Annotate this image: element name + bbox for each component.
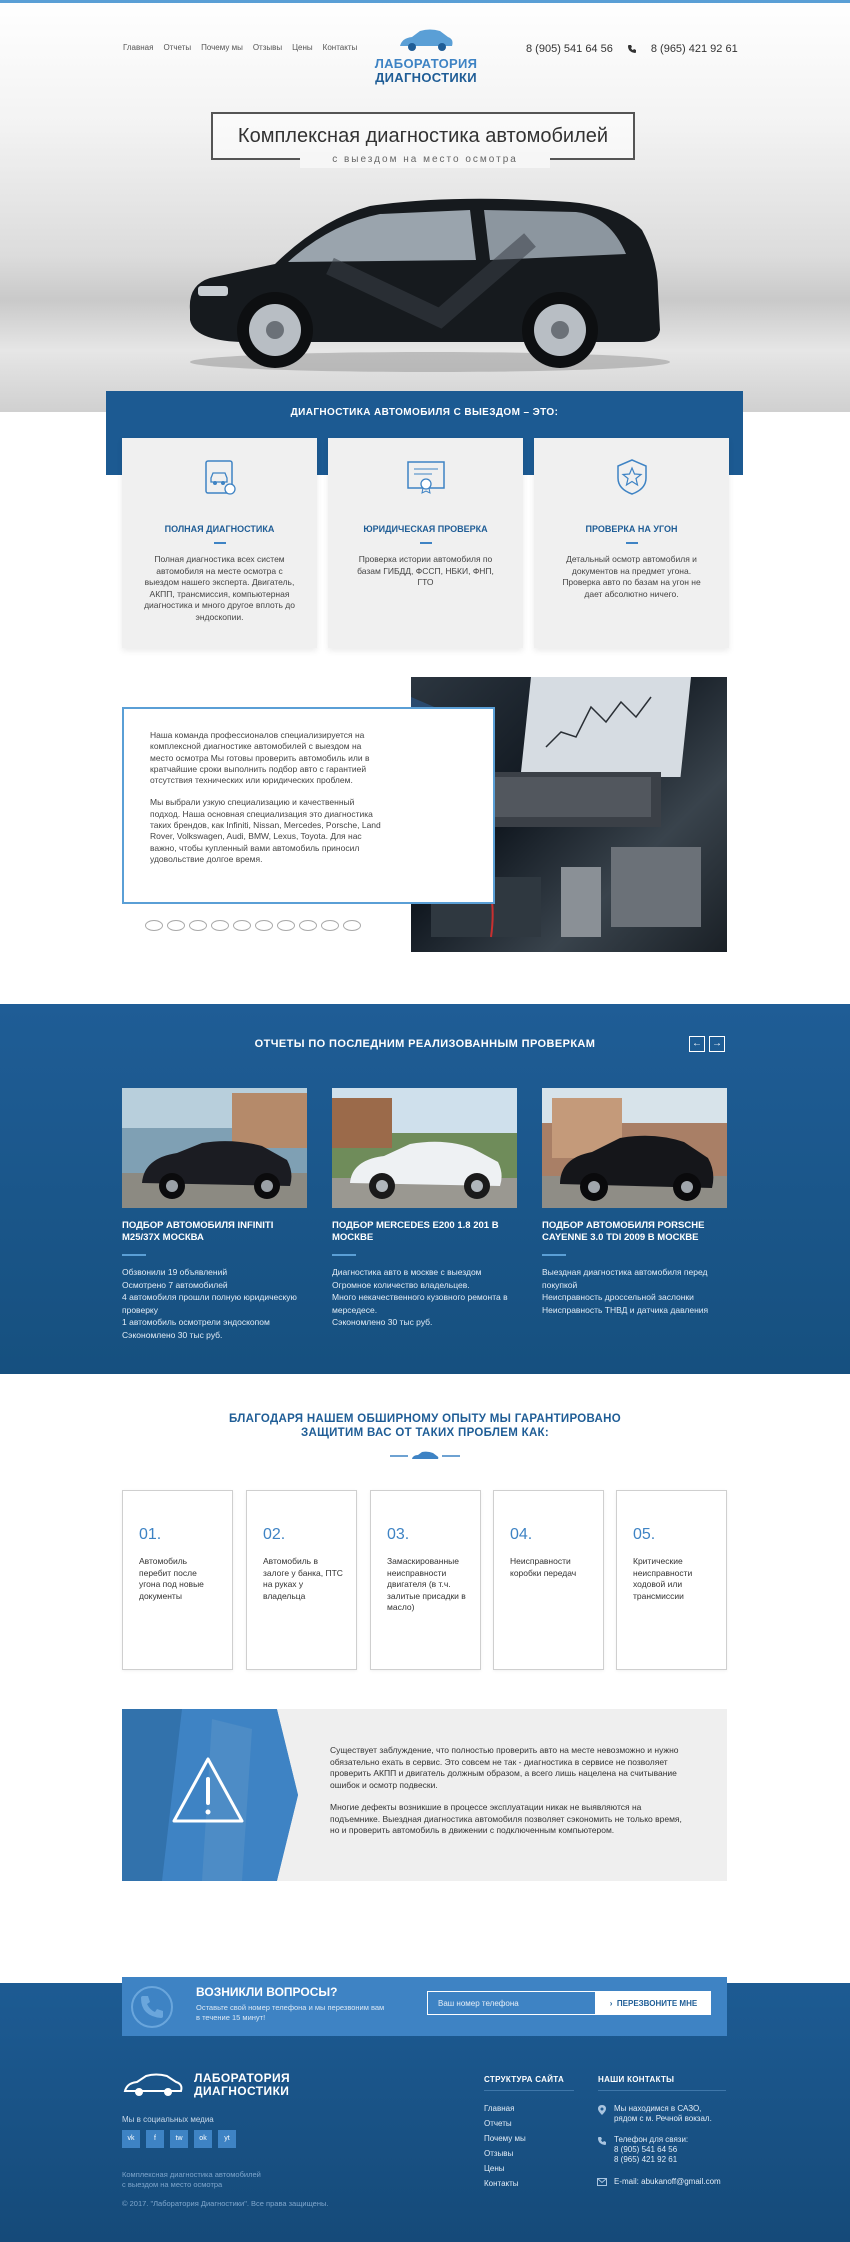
warning-paragraph-2: Многие дефекты возникшие в процессе эксплуатации никак не выявляются на подъемнике. Выездная диагностика автомобиля позволяет сэкономить не только время, но и проверить автомобиль в движении с подключенным компьютером. bbox=[330, 1802, 682, 1835]
problem-card bbox=[370, 1490, 481, 1670]
lexus-logo-icon bbox=[321, 920, 339, 931]
footer-description bbox=[122, 2170, 261, 2190]
report-photo-porsche[interactable] bbox=[542, 1088, 727, 1208]
logo-line1: ЛАБОРАТОРИЯ bbox=[374, 56, 478, 71]
problem-text: Замаскированные неисправности двигателя (в т.ч. залитые присадки в масло) bbox=[387, 1556, 466, 1612]
nav-item-reviews[interactable]: Отзывы bbox=[252, 43, 283, 52]
report-card[interactable] bbox=[332, 1088, 517, 1329]
feature-text: Проверка истории автомобиля по базам ГИБДД, ФССП, НБКИ, ФНП, ГТО bbox=[357, 554, 494, 587]
copyright: © 2017. "Лаборатория Диагностики". Все права защищены. bbox=[122, 2199, 329, 2208]
report-divider bbox=[542, 1254, 566, 1256]
location-pin-icon bbox=[598, 2105, 606, 2115]
feature-title: ЮРИДИЧЕСКАЯ ПРОВЕРКА bbox=[363, 524, 488, 534]
land-rover-logo-icon bbox=[233, 920, 251, 931]
feature-title: ПРОВЕРКА НА УГОН bbox=[585, 524, 678, 534]
report-photo-infiniti[interactable] bbox=[122, 1088, 307, 1208]
email-icon bbox=[597, 2178, 607, 2186]
infiniti-logo-icon bbox=[145, 920, 163, 931]
problem-card bbox=[246, 1490, 357, 1670]
callback-button[interactable] bbox=[596, 1991, 711, 2015]
problem-text: Неисправности коробки передач bbox=[510, 1556, 577, 1578]
footer-nav-reports[interactable]: Отчеты bbox=[484, 2119, 512, 2128]
problem-text: Автомобиль в залоге у банка, ПТС на руках у владельца bbox=[263, 1556, 343, 1601]
footer-nav-contacts[interactable]: Контакты bbox=[484, 2179, 519, 2188]
facebook-icon[interactable]: f bbox=[146, 2130, 164, 2148]
feature-divider bbox=[214, 542, 226, 544]
footer-structure-title: СТРУКТУРА САЙТА bbox=[484, 2075, 565, 2084]
reports-next-button[interactable]: → bbox=[709, 1036, 725, 1052]
hero-title: Комплексная диагностика автомобилей bbox=[211, 112, 635, 160]
footer-phones-label: Телефон для связи: bbox=[614, 2135, 689, 2144]
callback-title: ВОЗНИКЛИ ВОПРОСЫ? bbox=[196, 1985, 338, 1999]
problem-number: 05. bbox=[633, 1526, 656, 1543]
report-line: 4 автомобиля прошли полную юридическую проверку bbox=[122, 1292, 297, 1315]
nav-item-why-us[interactable]: Почему мы bbox=[201, 43, 243, 52]
feature-title: ПОЛНАЯ ДИАГНОСТИКА bbox=[164, 524, 275, 534]
phone-icon bbox=[627, 44, 637, 54]
problem-text: Автомобиль перебит после угона под новые документы bbox=[139, 1556, 204, 1601]
callback-arrow-icon: › bbox=[609, 1998, 617, 2008]
feature-card-legal-check bbox=[328, 438, 523, 648]
report-list bbox=[542, 1266, 727, 1316]
report-line: Неисправность дроссельной заслонки bbox=[542, 1292, 694, 1302]
car-diagnostic-icon bbox=[197, 454, 243, 500]
footer-phone-1[interactable]: 8 (905) 541 64 56 bbox=[614, 2145, 678, 2154]
footer-logo[interactable] bbox=[122, 2072, 290, 2098]
reports-prev-button[interactable]: ← bbox=[689, 1036, 705, 1052]
logo-line2: ДИАГНОСТИКИ bbox=[375, 70, 477, 85]
report-divider bbox=[332, 1254, 356, 1256]
footer-nav bbox=[484, 2101, 526, 2191]
problems-title-line2: ЗАЩИТИМ ВАС ОТ ТАКИХ ПРОБЛЕМ КАК: bbox=[300, 1427, 550, 1439]
report-list bbox=[122, 1266, 307, 1341]
footer-structure-divider bbox=[484, 2090, 574, 2091]
bmw-logo-icon bbox=[299, 920, 317, 931]
report-line: Сэкономлено 30 тыс руб. bbox=[122, 1329, 223, 1340]
feature-divider bbox=[420, 542, 432, 544]
phone-number-input[interactable] bbox=[427, 1991, 596, 2015]
footer-phone-2[interactable]: 8 (965) 421 92 61 bbox=[614, 2155, 678, 2164]
footer-logo-line1: ЛАБОРАТОРИЯ bbox=[194, 2071, 291, 2085]
report-list bbox=[332, 1266, 517, 1329]
report-line: Неисправность ТНВД и датчика давления bbox=[542, 1304, 709, 1315]
about-paragraph-1: Наша команда профессионалов специализируется на комплексной диагностике автомобилей с выездом на место осмотра Мы готовы проверить автомобиль или в кратчайшие сроки выполнить подбор авто с гарантией отсутствия технических или юридических проблем. bbox=[150, 730, 370, 786]
header-phones bbox=[526, 43, 738, 55]
report-divider bbox=[122, 1254, 146, 1256]
warning-text bbox=[330, 1745, 685, 1837]
footer-contacts-divider bbox=[598, 2090, 726, 2091]
report-photo-mercedes[interactable] bbox=[332, 1088, 517, 1208]
footer-desc-line1: Комплексная диагностика автомобилей bbox=[122, 2170, 261, 2179]
nissan-logo-icon bbox=[167, 920, 185, 931]
nav-item-home[interactable]: Главная bbox=[123, 43, 154, 52]
problem-card bbox=[616, 1490, 727, 1670]
problem-number: 01. bbox=[139, 1526, 162, 1543]
certificate-icon bbox=[403, 454, 449, 500]
report-line: Диагностика авто в москве с выездом bbox=[332, 1267, 482, 1277]
police-badge-icon bbox=[609, 454, 655, 500]
volkswagen-logo-icon bbox=[255, 920, 273, 931]
callback-button-label: ПЕРЕЗВОНИТЕ МНЕ bbox=[616, 1998, 698, 2008]
warning-paragraph-1: Существует заблуждение, что полностью проверить авто на месте невозможно и нужно обязательно ехать в сервис. Это совсем не так - диагностика в сервисе не позволяет проверить АКПП и двигатель должным образом, а всего лишь нацелена на считывание ошибок и осмотр подвески. bbox=[330, 1745, 679, 1790]
report-line: Осмотрено 7 автомобилей bbox=[122, 1279, 228, 1290]
problems-title-line1: БЛАГОДАРЯ НАШЕМ ОБШИРНОМУ ОПЫТУ МЫ ГАРАНТИРОВАНО bbox=[228, 1413, 622, 1425]
twitter-icon[interactable]: tw bbox=[170, 2130, 188, 2148]
odnoklassniki-icon[interactable]: ok bbox=[194, 2130, 212, 2148]
hero-car-image bbox=[180, 190, 670, 375]
footer-nav-prices[interactable]: Цены bbox=[484, 2164, 505, 2173]
problems-title bbox=[0, 1412, 850, 1440]
report-title[interactable]: ПОДБОР АВТОМОБИЛЯ INFINITI M25/37X МОСКВА bbox=[122, 1220, 274, 1243]
footer-phones bbox=[614, 2135, 688, 2165]
problem-card bbox=[493, 1490, 604, 1670]
report-line: Сэкономлено 30 тыс руб. bbox=[332, 1317, 433, 1327]
feature-text: Детальный осмотр автомобиля и документов на предмет угона. Проверка авто по базам на угон не дает абсолютно ничего. bbox=[562, 554, 701, 599]
footer-address-line1: Мы находимся в САЗО, bbox=[614, 2104, 702, 2113]
hero-subtitle: с выездом на место осмотра bbox=[300, 152, 550, 168]
warning-photo bbox=[122, 1709, 298, 1881]
feature-card-theft-check bbox=[534, 438, 729, 648]
report-line: Обзвонили 19 объявлений bbox=[122, 1267, 228, 1277]
header-phone-1[interactable]: 8 (905) 541 64 56 bbox=[526, 43, 613, 55]
brand-logos bbox=[145, 920, 361, 931]
social-label: Мы в социальных медиа bbox=[122, 2115, 214, 2124]
feature-card-full-diagnostic bbox=[122, 438, 317, 648]
footer-logo-line2: ДИАГНОСТИКИ bbox=[194, 2084, 290, 2098]
about-paragraph-2: Мы выбрали узкую специализацию и качественный подход. Наша основная специализация это диагностика таких брендов, как Infiniti, Nissan, Mercedes, Porsche, Land Rover, Volkswagen, Audi, BMW, Lexus, Toyota. Для нас важно, чтобы купленный вами автомобиль приносил удовольствие долгое время. bbox=[150, 797, 381, 864]
report-card[interactable] bbox=[122, 1088, 307, 1341]
problem-number: 04. bbox=[510, 1526, 533, 1543]
report-line: 1 автомобиль осмотрели эндоскопом bbox=[122, 1317, 270, 1327]
header-phone-2[interactable]: 8 (965) 421 92 61 bbox=[650, 43, 738, 55]
problem-number: 03. bbox=[387, 1526, 410, 1543]
social-links bbox=[122, 2130, 236, 2148]
footer-address-line2: рядом с м. Речной вокзал. bbox=[614, 2114, 712, 2123]
porsche-logo-icon bbox=[211, 920, 229, 931]
feature-text: Полная диагностика всех систем автомобиля на месте осмотра с выездом нашего эксперта. Двигатель, АКПП, трансмиссия, компьютерная диагностика и много другое вплоть до эндоскопии. bbox=[144, 554, 295, 622]
problem-card bbox=[122, 1490, 233, 1670]
vk-icon[interactable]: vk bbox=[122, 2130, 140, 2148]
footer-nav-why-us[interactable]: Почему мы bbox=[484, 2134, 526, 2143]
report-title[interactable]: ПОДБОР АВТОМОБИЛЯ PORSCHE CAYENNE 3.0 TDI 2009 В МОСКВЕ bbox=[542, 1220, 705, 1243]
nav-item-contacts[interactable]: Контакты bbox=[322, 43, 358, 52]
top-accent-line bbox=[0, 0, 850, 3]
site-logo[interactable] bbox=[366, 28, 486, 88]
about-text bbox=[150, 730, 382, 865]
nav-item-reports[interactable]: Отчеты bbox=[163, 43, 192, 52]
toyota-logo-icon bbox=[343, 920, 361, 931]
report-line: Много некачественного кузовного ремонта в мерседесе. bbox=[332, 1292, 508, 1315]
youtube-icon[interactable]: yt bbox=[218, 2130, 236, 2148]
nav-item-prices[interactable]: Цены bbox=[292, 43, 313, 52]
report-card[interactable] bbox=[542, 1088, 727, 1316]
footer-desc-line2: с выездом на место осмотра bbox=[122, 2180, 223, 2189]
footer-address bbox=[614, 2104, 712, 2124]
footer-nav-home[interactable]: Главная bbox=[484, 2104, 515, 2113]
report-line: Выездная диагностика автомобиля перед покупкой bbox=[542, 1267, 708, 1290]
problem-number: 02. bbox=[263, 1526, 286, 1543]
reports-title: ОТЧЕТЫ ПО ПОСЛЕДНИМ РЕАЛИЗОВАННЫМ ПРОВЕРКАМ bbox=[254, 1038, 596, 1050]
footer-nav-reviews[interactable]: Отзывы bbox=[484, 2149, 514, 2158]
report-title[interactable]: ПОДБОР MERCEDES E200 1.8 201 В МОСКВЕ bbox=[332, 1220, 499, 1243]
footer-phone-icon bbox=[597, 2136, 607, 2146]
audi-logo-icon bbox=[277, 920, 295, 931]
mercedes-logo-icon bbox=[189, 920, 207, 931]
footer-email[interactable]: E-mail: abukanoff@gmail.com bbox=[614, 2177, 721, 2186]
problems-divider-car-icon bbox=[390, 1451, 460, 1461]
feature-divider bbox=[626, 542, 638, 544]
features-title: ДИАГНОСТИКА АВТОМОБИЛЯ С ВЫЕЗДОМ – ЭТО: bbox=[290, 407, 559, 418]
logo-car-icon bbox=[396, 28, 456, 52]
footer-contacts-title: НАШИ КОНТАКТЫ bbox=[598, 2075, 675, 2084]
report-line: Огромное количество владельцев. bbox=[332, 1279, 470, 1290]
problem-text: Критические неисправности ходовой или трансмиссии bbox=[633, 1556, 693, 1601]
main-nav bbox=[123, 43, 357, 52]
phone-handset-icon bbox=[130, 1985, 174, 2029]
footer-logo-car-icon bbox=[122, 2073, 186, 2097]
callback-subtitle: Оставьте свой номер телефона и мы перезвоним вам в течение 15 минут! bbox=[196, 2003, 385, 2022]
